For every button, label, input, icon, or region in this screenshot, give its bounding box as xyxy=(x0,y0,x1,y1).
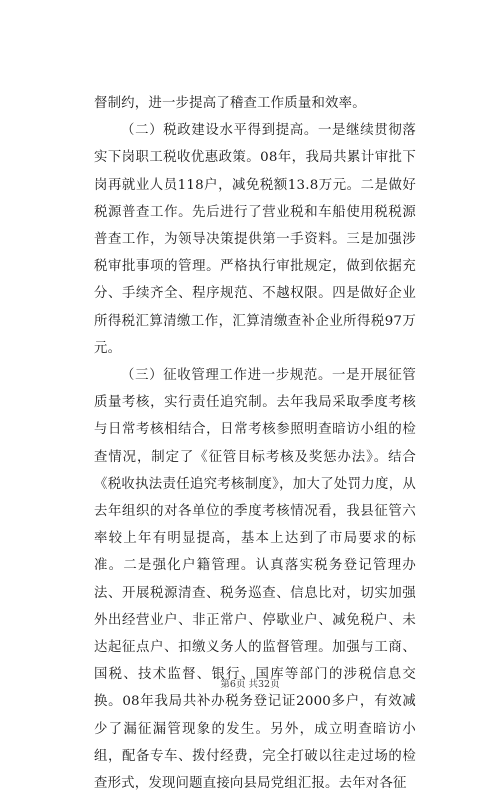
paragraph-tax-policy: （二）税政建设水平得到提高。一是继续贯彻落实下岗职工税收优惠政策。08年，我局共累计审批下岗再就业人员118户，减免税额13.8万元。二是做好税源普查工作。先后进行了营业税和车船使用税税源普查工作，为领导决策提供第一手资料。三是加强涉税审批事项的管理。严格执行审批规定，做到依据充分、手续齐全、程序规范、不越权限。四是做好企业所得税汇算清缴工作，汇算清缴查补企业所得税97万元。 xyxy=(94,123,416,356)
paragraph-collection-management: （三）征收管理工作进一步规范。一是开展征管质量考核，实行责任追究制。去年我局采取季度考核与日常考核相结合，日常考核参照明查暗访小组的检查情况，制定了《征管目标考核及奖惩办法》。结合《税收执法责任追究考核制度》，加大了处罚力度，从去年组织的对各单位的季度考核情况看，我县征管六率较上年有明显提高，基本上达到了市局要求的标准。二是强化户籍管理。认真落实税务登记管理办法、开展税源清查、税务巡查、信息比对，切实加强外出经营业户、非正常户、停歇业户、减免税户、未达起征点户、扣缴义务人的监督管理。加强与工商、国税、技术监督、银行、国库等部门的涉税信息交换。08年我局共补办税务登记证2000多户，有效减少了漏征漏管现象的发生。另外，成立明查暗访小组，配备专车、拨付经费，完全打破以往走过场的检查形式，发现问题直接向县局党组汇报。去年对各征 xyxy=(94,368,416,792)
page-footer: 第6页 共32页 xyxy=(220,679,280,690)
paragraph-continuation: 督制约，进一步提高了稽查工作质量和效率。 xyxy=(94,96,366,111)
